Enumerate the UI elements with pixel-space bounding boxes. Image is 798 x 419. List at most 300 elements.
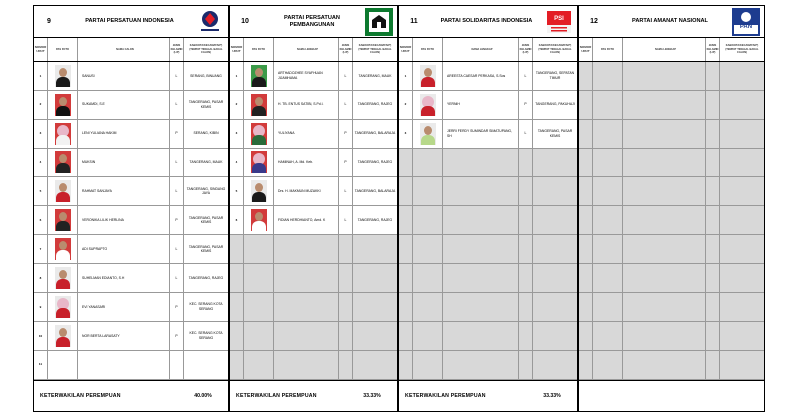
table-row — [579, 351, 764, 380]
column-header-name: NAMA LENGKAP — [443, 38, 519, 61]
column-header-domicile: KAB/KOTA/KECAMATAN*) (TEMPAT TINGGAL BAKAL CALON) — [189, 44, 223, 55]
candidate-photo-cell — [593, 62, 623, 90]
candidate-photo — [420, 123, 436, 145]
candidate-photo-cell — [244, 149, 274, 177]
candidate-number — [579, 62, 593, 90]
candidate-number — [399, 351, 413, 379]
table-row — [399, 120, 577, 149]
candidate-photo-cell — [593, 351, 623, 379]
column-header-no: NOMOR URUT — [34, 38, 48, 61]
candidate-domicile — [353, 293, 397, 321]
candidate-sex: L — [170, 235, 184, 263]
column-header-sex: JENIS KELAMIN (L/P) — [339, 38, 353, 61]
column-headers — [230, 38, 397, 62]
candidate-name: EVI YANASARI — [78, 293, 170, 321]
female-representation-value: 33.33% — [363, 392, 381, 399]
table-row — [34, 235, 228, 264]
candidate-name — [623, 206, 706, 234]
candidate-name: H. TB. ENTUS SATIBI, S.Pd.I. — [274, 91, 339, 119]
candidate-domicile — [353, 264, 397, 292]
candidate-sex — [519, 264, 533, 292]
candidate-name: YULIYANA — [274, 120, 339, 148]
candidate-domicile: SERANG, KIBIN — [193, 131, 219, 136]
candidate-sex: L — [519, 62, 533, 90]
party-number: 10 — [241, 18, 249, 26]
candidate-sex — [706, 120, 720, 148]
party-header — [34, 6, 228, 38]
party-logo-icon — [732, 8, 760, 36]
candidate-photo-cell — [244, 120, 274, 148]
party-column — [399, 6, 579, 411]
table-row — [579, 235, 764, 264]
column-header-sex: JENIS KELAMIN (L/P) — [170, 38, 184, 61]
candidate-name — [274, 264, 339, 292]
candidate-sex — [706, 206, 720, 234]
candidate-domicile — [184, 351, 228, 379]
candidate-name — [623, 235, 706, 263]
table-row — [230, 206, 397, 235]
candidate-name — [274, 235, 339, 263]
candidate-domicile: TANGERANG, MAUK — [358, 73, 392, 78]
candidate-sex: L — [170, 149, 184, 177]
candidate-photo-cell — [413, 120, 443, 148]
candidate-name — [443, 351, 519, 379]
candidate-photo — [251, 94, 267, 116]
candidate-sheet — [33, 5, 765, 412]
candidate-name — [78, 351, 170, 379]
candidate-domicile — [533, 206, 577, 234]
table-row — [399, 91, 577, 120]
candidate-photo-cell — [244, 177, 274, 205]
candidate-sex — [706, 177, 720, 205]
candidate-domicile: TANGERANG, SINDANG JAYA — [186, 186, 226, 196]
candidate-photo-cell — [593, 120, 623, 148]
female-representation — [34, 380, 228, 411]
table-row — [399, 235, 577, 264]
table-row — [399, 293, 577, 322]
candidate-number — [399, 322, 413, 350]
candidate-domicile: TANGERANG, PASAR KEMIS — [188, 100, 224, 109]
candidate-number — [579, 91, 593, 119]
candidate-name — [443, 264, 519, 292]
candidate-number: 4 — [34, 149, 48, 177]
candidate-number: 1 — [34, 62, 48, 90]
column-header-sex: JENIS KELAMIN (L/P) — [519, 38, 533, 61]
candidate-sex — [339, 235, 353, 263]
candidate-sex — [706, 264, 720, 292]
candidate-name — [443, 322, 519, 350]
party-logo-text: PAN — [739, 24, 753, 31]
candidate-photo — [55, 238, 71, 260]
candidate-sex — [706, 293, 720, 321]
candidate-name — [623, 120, 706, 148]
column-header-domicile: KAB/KOTA/KECAMATAN*) (TEMPAT TINGGAL BAKAL CALON) — [725, 44, 759, 55]
party-header — [399, 6, 577, 38]
candidate-photo-cell — [413, 206, 443, 234]
candidate-domicile: TANGERANG, PASAR KEMIS — [537, 129, 573, 138]
candidate-photo — [251, 65, 267, 87]
candidate-photo-cell — [413, 91, 443, 119]
candidate-number — [399, 149, 413, 177]
candidate-number: 11 — [34, 351, 48, 379]
candidate-number: 2 — [230, 91, 244, 119]
candidate-number: 1 — [399, 62, 413, 90]
candidate-photo-cell — [48, 91, 78, 119]
candidate-photo — [55, 151, 71, 173]
candidate-domicile — [720, 322, 764, 350]
party-logo-text: PSI — [554, 15, 564, 22]
candidate-domicile: TANGERANG, RAJEG — [357, 160, 393, 165]
candidate-number — [230, 322, 244, 350]
candidate-name — [623, 149, 706, 177]
column-headers — [399, 38, 577, 62]
table-row — [579, 293, 764, 322]
candidate-photo-cell — [593, 177, 623, 205]
table-row — [34, 91, 228, 120]
table-row — [579, 264, 764, 293]
party-name: PARTAI AMANAT NASIONAL — [632, 18, 708, 25]
candidate-photo-cell — [593, 264, 623, 292]
column-header-photo: PAS FOTO — [593, 38, 623, 61]
candidate-domicile — [720, 91, 764, 119]
candidate-name — [623, 62, 706, 90]
column-header-no: NOMOR URUT — [399, 38, 413, 61]
candidate-name: VERONIKA LILIK HERLINA — [78, 206, 170, 234]
candidate-list — [579, 62, 764, 380]
candidate-photo — [55, 94, 71, 116]
table-row — [579, 120, 764, 149]
candidate-photo-cell — [244, 62, 274, 90]
candidate-domicile: TANGERANG, RAJEG — [357, 217, 393, 222]
candidate-photo-cell — [48, 120, 78, 148]
candidate-photo — [55, 296, 71, 318]
candidate-domicile: TANGERANG, PASAR KEMIS — [188, 215, 224, 225]
column-header-domicile: KAB/KOTA/KECAMATAN*) (TEMPAT TINGGAL BAKAL CALON) — [538, 44, 572, 55]
table-row — [230, 293, 397, 322]
column-header-name: NAMA LENGKAP — [274, 38, 339, 61]
candidate-name: FIDIAN HERDHIANTO, Amd. K — [274, 206, 339, 234]
candidate-sex — [519, 293, 533, 321]
candidate-number: 6 — [230, 206, 244, 234]
female-representation — [399, 380, 577, 411]
candidate-name: YERNIH — [443, 91, 519, 119]
table-row — [230, 264, 397, 293]
candidate-number: 5 — [34, 177, 48, 205]
candidate-photo — [55, 65, 71, 87]
candidate-number: 7 — [34, 235, 48, 263]
column-header-photo: PAS FOTO — [48, 38, 78, 61]
column-header-no: NOMOR URUT — [230, 38, 244, 61]
candidate-photo-cell — [244, 351, 274, 379]
candidate-domicile — [353, 322, 397, 350]
candidate-domicile — [720, 206, 764, 234]
table-row — [230, 322, 397, 351]
candidate-photo-cell — [413, 235, 443, 263]
candidate-photo-cell — [48, 149, 78, 177]
candidate-sex: L — [170, 177, 184, 205]
party-logo-icon — [196, 8, 224, 36]
candidate-sex: L — [339, 62, 353, 90]
column-header-name: NAMA CALON — [78, 38, 170, 61]
candidate-domicile: TANGERANG, PASAR KEMIS — [188, 244, 224, 254]
candidate-number — [579, 293, 593, 321]
column-header-sex: JENIS KELAMIN (L/P) — [706, 38, 720, 61]
candidate-domicile: TANGERANG, BALARAJA — [354, 131, 396, 136]
candidate-sex: L — [339, 91, 353, 119]
candidate-domicile — [533, 351, 577, 379]
table-row — [399, 177, 577, 206]
column-header-no: NOMOR URUT — [579, 38, 593, 61]
female-representation-value: 33.33% — [543, 392, 561, 399]
candidate-domicile — [720, 149, 764, 177]
table-row — [34, 293, 228, 322]
column-header-name: NAMA LENGKAP — [623, 38, 706, 61]
candidate-number — [579, 264, 593, 292]
party-name: PARTAI PERSATUAN INDONESIA — [85, 18, 174, 25]
candidate-photo-cell — [48, 322, 78, 350]
candidate-sex: P — [339, 120, 353, 148]
candidate-sex: L — [519, 120, 533, 148]
party-logo — [544, 8, 574, 36]
candidate-name — [443, 235, 519, 263]
candidate-domicile: TANGERANG, MAUK — [189, 160, 223, 165]
candidate-photo-cell — [413, 177, 443, 205]
candidate-sex: L — [339, 177, 353, 205]
candidate-name: ADI SUPRAPTO — [78, 235, 170, 263]
table-row — [579, 91, 764, 120]
candidate-domicile: TANGERANG, RAJEG — [357, 102, 393, 107]
table-row — [34, 177, 228, 206]
table-row — [34, 264, 228, 293]
party-number: 11 — [410, 18, 418, 26]
table-row — [579, 322, 764, 351]
candidate-photo-cell — [244, 264, 274, 292]
candidate-photo-cell — [413, 351, 443, 379]
candidate-domicile — [353, 351, 397, 379]
party-number: 12 — [590, 18, 598, 26]
candidate-photo-cell — [593, 235, 623, 263]
candidate-photo-cell — [593, 206, 623, 234]
party-name: PARTAI SOLIDARITAS INDONESIA — [440, 18, 533, 25]
candidate-domicile — [533, 264, 577, 292]
candidate-photo-cell — [593, 322, 623, 350]
candidate-photo-cell — [244, 293, 274, 321]
candidate-photo — [251, 123, 267, 145]
candidate-number: 8 — [34, 264, 48, 292]
candidate-domicile — [720, 177, 764, 205]
candidate-name: ARTHADOZHEE SYAFHUAN JIJAMHAMA — [274, 62, 339, 90]
candidate-name — [274, 351, 339, 379]
table-row — [34, 322, 228, 351]
candidate-sex — [339, 322, 353, 350]
table-row — [230, 177, 397, 206]
table-row — [399, 351, 577, 380]
candidate-sex — [339, 264, 353, 292]
candidate-number — [399, 293, 413, 321]
party-logo-icon — [365, 8, 393, 36]
candidate-name — [274, 322, 339, 350]
candidate-sex — [706, 62, 720, 90]
candidate-number: 3 — [34, 120, 48, 148]
party-header — [230, 6, 397, 38]
candidate-number — [399, 206, 413, 234]
table-row — [34, 120, 228, 149]
candidate-list — [34, 62, 228, 380]
candidate-number — [230, 264, 244, 292]
candidate-domicile — [533, 322, 577, 350]
candidate-number: 6 — [34, 206, 48, 234]
candidate-photo-cell — [413, 264, 443, 292]
female-representation-label: KETERWAKILAN PEREMPUAN — [405, 392, 486, 399]
candidate-name: Drs. H. MAKMUN MUZAKKI — [274, 177, 339, 205]
candidate-domicile — [533, 235, 577, 263]
candidate-domicile — [533, 177, 577, 205]
party-logo — [364, 8, 394, 36]
candidate-photo — [55, 180, 71, 202]
candidate-domicile — [720, 120, 764, 148]
table-row — [579, 149, 764, 178]
party-logo — [731, 8, 761, 36]
candidate-photo — [55, 325, 71, 347]
candidate-domicile: TANGERANG, BALARAJA — [354, 189, 396, 194]
candidate-domicile: TANGERANG, SEPATAN TIMUR — [535, 71, 575, 80]
female-representation-label: KETERWAKILAN PEREMPUAN — [40, 392, 121, 399]
candidate-sex — [706, 322, 720, 350]
candidate-name — [443, 206, 519, 234]
candidate-photo-cell — [244, 322, 274, 350]
candidate-photo-cell — [48, 235, 78, 263]
candidate-name — [623, 293, 706, 321]
table-row — [230, 351, 397, 380]
table-row — [399, 264, 577, 293]
candidate-photo-cell — [413, 322, 443, 350]
candidate-sex — [170, 351, 184, 379]
candidate-domicile — [353, 235, 397, 263]
column-header-domicile: KAB/KOTA/KECAMATAN*) (TEMPAT TINGGAL BAKAL CALON) — [358, 44, 392, 55]
candidate-domicile: SERANG, BINUANG — [190, 73, 222, 78]
table-row — [34, 206, 228, 235]
candidate-number: 10 — [34, 322, 48, 350]
table-row — [230, 149, 397, 178]
candidate-sex — [519, 322, 533, 350]
party-column — [34, 6, 230, 411]
column-headers — [579, 38, 764, 62]
candidate-domicile — [720, 235, 764, 263]
candidate-photo-cell — [244, 235, 274, 263]
candidate-photo-cell — [413, 62, 443, 90]
table-row — [230, 62, 397, 91]
table-row — [34, 351, 228, 380]
candidate-sex — [706, 91, 720, 119]
candidate-number — [579, 120, 593, 148]
column-header-photo: PAS FOTO — [413, 38, 443, 61]
candidate-number: 3 — [399, 120, 413, 148]
candidate-name: SUHELMAN EDIANTO, S.H — [78, 264, 170, 292]
candidate-sex: P — [170, 120, 184, 148]
candidate-sex: L — [170, 264, 184, 292]
candidate-name — [443, 293, 519, 321]
candidate-domicile: TANGERANG, RAJEG — [188, 275, 224, 280]
candidate-photo-cell — [48, 293, 78, 321]
candidate-domicile: TANGERANG, PAKUHAJI — [535, 102, 575, 107]
candidate-photo-cell — [593, 149, 623, 177]
candidate-number — [399, 177, 413, 205]
party-column — [230, 6, 399, 411]
female-representation — [230, 380, 397, 411]
candidate-sex — [519, 351, 533, 379]
candidate-sex: L — [170, 62, 184, 90]
candidate-domicile — [720, 264, 764, 292]
candidate-photo-cell — [413, 149, 443, 177]
candidate-photo-cell — [48, 206, 78, 234]
party-name: PARTAI PERSATUAN PEMBANGUNAN — [284, 14, 340, 28]
female-representation — [579, 380, 764, 411]
candidate-sex: P — [170, 322, 184, 350]
candidate-domicile — [533, 293, 577, 321]
candidate-number — [230, 351, 244, 379]
candidate-sex — [706, 149, 720, 177]
candidate-number: 1 — [230, 62, 244, 90]
candidate-photo — [251, 209, 267, 231]
candidate-number — [579, 149, 593, 177]
candidate-photo-cell — [48, 264, 78, 292]
candidate-number — [579, 177, 593, 205]
candidate-domicile: KEC. SERANG KOTA SERANG — [189, 302, 223, 311]
candidate-sex: P — [519, 91, 533, 119]
candidate-photo — [55, 209, 71, 231]
candidate-name: MUKSIN — [78, 149, 170, 177]
candidate-name: LENI YULIANA HAKIM — [78, 120, 170, 148]
candidate-photo-cell — [244, 206, 274, 234]
candidate-sex: P — [170, 293, 184, 321]
candidate-name: NOR BERTA LARASATY — [78, 322, 170, 350]
candidate-number — [579, 322, 593, 350]
candidate-list — [399, 62, 577, 380]
candidate-name: AREESTA CAESAR PERKASA, S.Sos — [443, 62, 519, 90]
candidate-domicile — [533, 149, 577, 177]
table-row — [230, 120, 397, 149]
candidate-sex — [519, 235, 533, 263]
candidate-sex: L — [170, 91, 184, 119]
female-representation-label: KETERWAKILAN PEREMPUAN — [236, 392, 317, 399]
candidate-photo-cell — [413, 293, 443, 321]
table-row — [579, 177, 764, 206]
column-header-photo: PAS FOTO — [244, 38, 274, 61]
candidate-sex — [339, 351, 353, 379]
candidate-photo — [420, 65, 436, 87]
candidate-name: SUKAMDI, S.E — [78, 91, 170, 119]
candidate-photo — [251, 151, 267, 173]
candidate-number — [579, 206, 593, 234]
candidate-sex — [706, 351, 720, 379]
candidate-number — [579, 351, 593, 379]
candidate-number — [230, 235, 244, 263]
candidate-photo-cell — [48, 62, 78, 90]
candidate-photo — [251, 180, 267, 202]
table-row — [399, 149, 577, 178]
candidate-number: 5 — [230, 177, 244, 205]
candidate-domicile: KEC. SERANG KOTA SERANG — [189, 331, 223, 340]
candidate-number — [230, 293, 244, 321]
candidate-name: RAHMAT SANJAYA — [78, 177, 170, 205]
candidate-photo — [55, 123, 71, 145]
table-row — [579, 62, 764, 91]
candidate-photo-cell — [244, 91, 274, 119]
candidate-domicile — [720, 351, 764, 379]
candidate-name — [623, 264, 706, 292]
candidate-sex: P — [170, 206, 184, 234]
table-row — [34, 149, 228, 178]
